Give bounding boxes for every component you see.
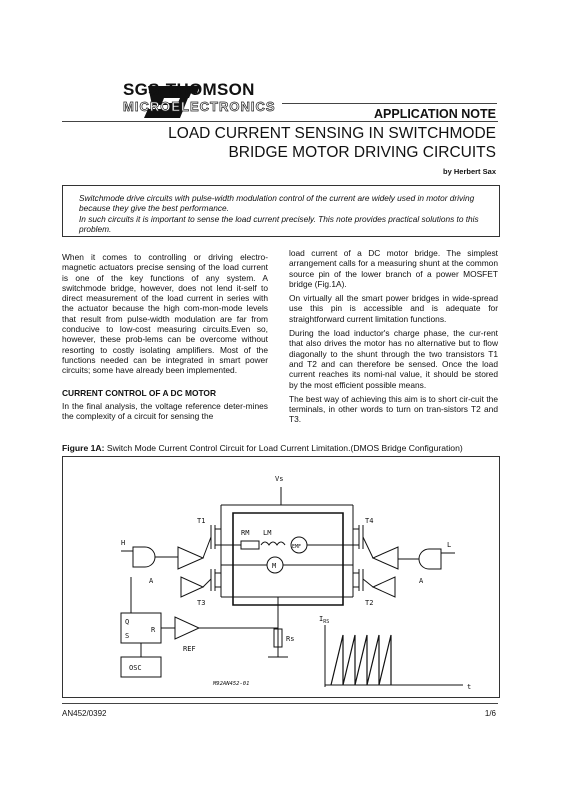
circuit-diagram	[62, 456, 500, 698]
abstract-box	[62, 185, 500, 237]
header-rule	[282, 103, 497, 104]
section-heading: CURRENT CONTROL OF A DC MOTOR	[62, 387, 216, 398]
label-m: M	[272, 562, 277, 570]
paragraph: When it comes to controlling or driving electro-magnetic actuators precise sensing of the load current is one of the key functions of any system. A switchmode bridge, however, does not lend it-self to direct measurement of the load current in series with the actuator because the high com-mon-mode levels that result from pulse-width modulation are far from conducive to low-cost measuring circuits.Even so, however, these prob-lems can be overcome without resorting to costly isolating amplifiers. Most of the functions needed can be integrated in smart power circuits; some have already been implemented.	[62, 252, 268, 376]
label-osc: OSC	[129, 664, 142, 672]
label-ref: REF	[183, 645, 196, 653]
label-t3: T3	[197, 599, 206, 607]
label-r: R	[151, 626, 156, 634]
right-column	[289, 248, 498, 429]
label-vs: Vs	[275, 475, 284, 483]
paragraph: On virtually all the smart power bridges in wide-spread use this pin is accessible and is adequate for straightforward current limitation functions.	[289, 293, 498, 324]
paragraph: In the final analysis, the voltage reference deter-mines the complexity of a circuit for sensing the	[62, 400, 268, 422]
figure-code: M92AN452-01	[213, 681, 250, 687]
label-lm: LM	[263, 529, 272, 537]
label-emf: EMF	[292, 544, 302, 550]
page-number: 1/6	[484, 709, 496, 718]
label-a-right: A	[419, 577, 424, 585]
doc-type: APPLICATION NOTE	[374, 107, 496, 121]
footer-rule	[62, 703, 498, 704]
paragraph: The best way of achieving this aim is to short cir-cuit the terminals, in other words to turn on tran-sistors T2 and T3.	[289, 393, 498, 425]
doc-number: AN452/0392	[62, 709, 107, 718]
label-t1: T1	[197, 517, 206, 525]
label-rs: Rs	[286, 635, 295, 643]
label-t2: T2	[365, 599, 374, 607]
brand-name: SGS-THOMSON	[123, 80, 255, 99]
abstract-line1: Switchmode drive circuits with pulse-width modulation control of the current are widely used in motor driving because they give the best performance.	[79, 193, 475, 213]
label-t-axis: t	[467, 683, 472, 691]
label-l: L	[447, 541, 452, 549]
figure-caption: Figure 1A: Switch Mode Current Control Circuit for Load Current Limitation.(DMOS Bridge Configuration)	[62, 443, 463, 453]
paragraph: load current of a DC motor bridge. The simplest arrangement calls for a measuring shunt at the common source pin of the lower branch of a power MOSFET bridge (Fig.1A).	[289, 248, 498, 289]
label-a-left: A	[149, 577, 154, 585]
label-t4: T4	[365, 517, 374, 525]
label-irs: $I_{RS}$	[319, 615, 330, 625]
abstract-line2: In such circuits it is important to sense the load current precisely. This note provides practical solutions to this problem.	[79, 214, 479, 234]
paragraph: During the load inductor's charge phase, the cur-rent that also drives the motor has no alternative but to flow diagonally to the shunt through the two transistors T1 and T2 and can therefore be sensed. Once the load current reaches its nomi-nal value, it should be stored by the most efficient possible means.	[289, 328, 498, 390]
label-s: S	[125, 632, 130, 640]
division-name: MICROELECTRONICS	[123, 99, 276, 114]
page-title: LOAD CURRENT SENSING IN SWITCHMODE BRIDGE MOTOR DRIVING CIRCUITS	[168, 125, 496, 161]
title-rule	[62, 121, 498, 122]
label-h: H	[121, 539, 126, 547]
label-q: Q	[125, 618, 130, 626]
label-rm: RM	[241, 529, 250, 537]
left-column	[62, 252, 268, 425]
author: by Herbert Sax	[443, 167, 496, 176]
